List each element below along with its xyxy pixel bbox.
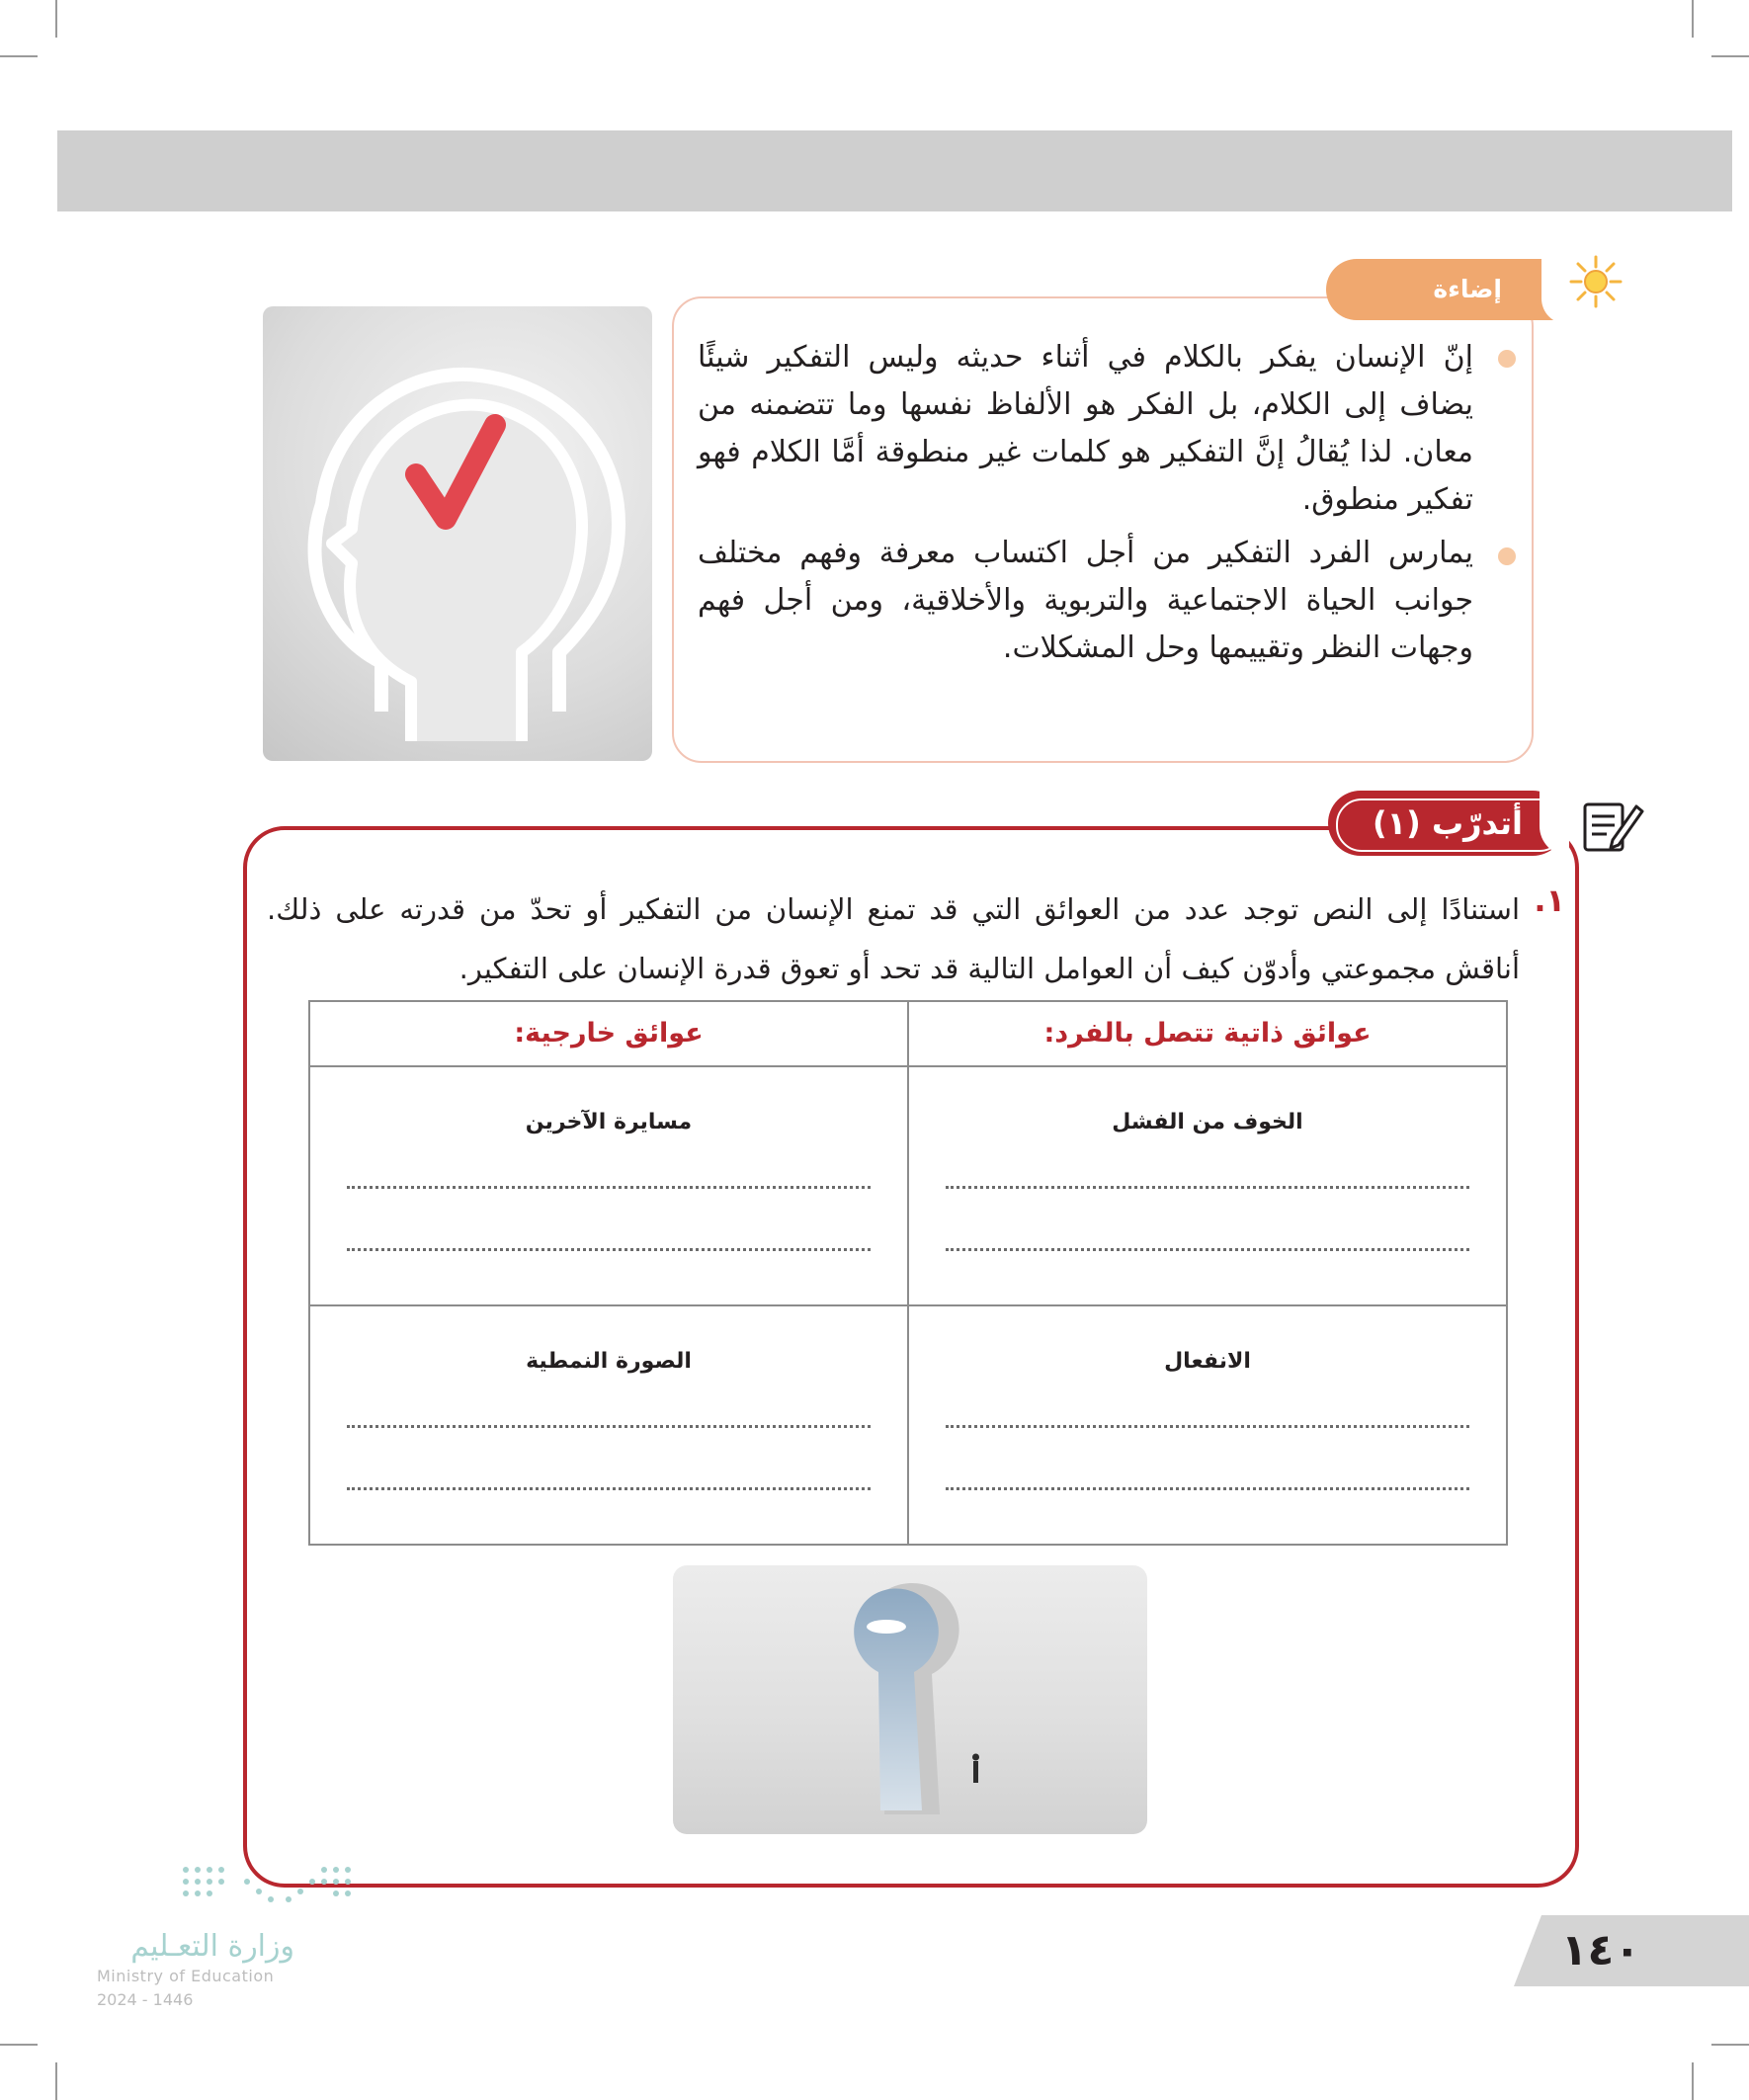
- ministry-logo-dots: [178, 1862, 352, 1911]
- answer-line[interactable]: [347, 1226, 871, 1251]
- question-text: استنادًا إلى النص توجد عدد من العوائق التي قد تمنع الإنسان من التفكير أو تحدّ من قدرته على ذلك. أناقش مجموعتي وأدوّن كيف أن العوامل التالية قد تحد أو تعوق قدرة الإنسان على التفكير.: [267, 892, 1520, 985]
- crop-mark: [1711, 2044, 1749, 2046]
- external-obstacles-header: عوائق خارجية:: [309, 1001, 908, 1066]
- answer-line[interactable]: [946, 1466, 1469, 1490]
- crop-mark: [0, 55, 38, 57]
- crop-mark: [0, 2044, 38, 2046]
- crop-mark: [1692, 0, 1694, 38]
- answer-line[interactable]: [946, 1403, 1469, 1428]
- highlight-label: إضاءة: [1433, 275, 1502, 303]
- highlight-paragraph-1: إنّ الإنسان يفكر بالكلام في أثناء حديثه وليس التفكير شيئًا يضاف إلى الكلام، بل الفكر هو الألفاظ نفسها وما تتضمنه من معان. لذا يُقالُ إنَّ التفكير هو كلمات غير منطوقة أمَّا الكلام فهو تفكير منطوق.: [698, 340, 1473, 517]
- obstacle-label: الصورة النمطية: [526, 1349, 692, 1374]
- ministry-name-arabic: وزارة التعـليم: [130, 1929, 294, 1964]
- crop-mark: [55, 0, 57, 38]
- keyhole-image: [673, 1565, 1147, 1834]
- highlight-paragraph-2: يمارس الفرد التفكير من أجل اكتساب معرفة وفهم مختلف جوانب الحياة الاجتماعية والتربوية والأخلاقية، ومن أجل فهم وجهات النظر وتقييمها وحل المشكلات.: [698, 536, 1473, 665]
- pencil-note-icon: [1577, 795, 1646, 856]
- table-row: [309, 1305, 1507, 1545]
- internal-obstacles-header: عوائق ذاتية تتصل بالفرد:: [908, 1001, 1507, 1066]
- thinking-head-image: [263, 306, 652, 761]
- answer-line[interactable]: [946, 1226, 1469, 1251]
- obstacles-table: [308, 1000, 1508, 1546]
- table-cell[interactable]: [309, 1066, 908, 1305]
- sun-icon: [1569, 255, 1623, 308]
- bullet-dot: [1498, 350, 1516, 368]
- table-header-row: [309, 1001, 1507, 1066]
- table-row: [309, 1066, 1507, 1305]
- ministry-name-english: Ministry of Education: [97, 1967, 275, 1985]
- crop-mark: [1711, 55, 1749, 57]
- bullet-dot: [1498, 547, 1516, 565]
- crop-mark: [55, 2062, 57, 2100]
- answer-line[interactable]: [347, 1403, 871, 1428]
- header-band: [57, 130, 1732, 211]
- page-number: ١٤٠: [1560, 1925, 1641, 1975]
- question-number: ١.: [1534, 882, 1565, 919]
- obstacle-label: الخوف من الفشل: [1112, 1110, 1303, 1134]
- answer-line[interactable]: [946, 1164, 1469, 1189]
- answer-line[interactable]: [347, 1466, 871, 1490]
- obstacle-label: مسايرة الآخرين: [525, 1110, 693, 1134]
- answer-line[interactable]: [347, 1164, 871, 1189]
- table-cell[interactable]: [309, 1305, 908, 1545]
- obstacle-label: الانفعال: [1164, 1349, 1251, 1374]
- crop-mark: [1692, 2062, 1694, 2100]
- table-cell[interactable]: [908, 1066, 1507, 1305]
- ministry-year: 2024 - 1446: [97, 1990, 194, 2009]
- table-cell[interactable]: [908, 1305, 1507, 1545]
- training-title: أتدرّب (١): [1373, 804, 1523, 842]
